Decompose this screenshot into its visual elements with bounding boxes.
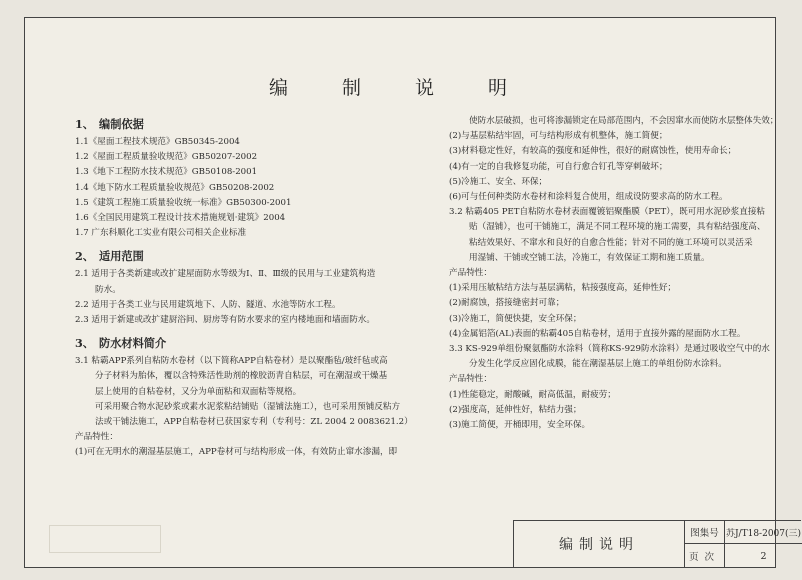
feature-label: 产品特性：	[75, 432, 118, 443]
section-1-number: 1、	[75, 117, 94, 131]
left-column	[75, 114, 415, 461]
feature-line: (1)采用压敏粘结方法与基层满粘，粘接强度高，延伸性好；	[449, 283, 677, 294]
feature-line: (1)可在无明水的潮湿基层施工，APP卷材可与结构形成一体，有效防止窜水渗漏，即	[75, 447, 398, 458]
section-2-title: 适用范围	[99, 249, 144, 264]
feature-line: (6)可与任何种类防水卷材和涂料复合使用，组成设防要求高的防水工程。	[449, 192, 728, 203]
material-line: 分子材料为胎体，覆以含特殊活性助剂的橡胶沥青自粘层，可在潮湿或干燥基	[95, 371, 388, 382]
ref-line: 1.2《屋面工程质量验收规范》GB50207-2002	[75, 152, 258, 163]
material-line: 3.2 粘霸405 PET自粘防水卷材表面覆镀铝聚酯膜（PET），既可用水泥砂浆直接粘	[449, 207, 766, 218]
material-line: 用湿铺、干铺或空铺工法，冷施工，有效保证工期和施工质量。	[469, 252, 710, 263]
page-title: 编 制 说 明	[268, 77, 532, 99]
feature-line: 使防水层破损，也可将渗漏锁定在局部范围内，不会因窜水而使防水层整体失效；	[469, 116, 779, 126]
material-line: 3.3 KS-929单组份聚氨酯防水涂料（简称KS-929防水涂料）是通过吸收空气中的水	[449, 344, 770, 355]
feature-line: (3)冷施工，简便快捷，安全环保；	[449, 313, 582, 324]
section-1-heading	[75, 115, 415, 133]
feature-line: (3)材料稳定性好，有较高的强度和延伸性，很好的耐腐蚀性，使用寿命长；	[449, 146, 737, 157]
scope-line: 2.2 适用于各类工业与民用建筑地下、人防、隧道、水池等防水工程。	[75, 299, 341, 310]
material-line: 可采用聚合物水泥砂浆或素水泥浆粘结铺贴（湿铺法施工），也可采用预铺反粘方	[95, 401, 401, 412]
scope-line: 2.1 适用于各类新建或改扩建屋面防水等级为Ⅰ、Ⅱ、Ⅲ级的民用与工业建筑构造	[75, 269, 376, 280]
page-number-value: 2	[760, 550, 767, 562]
feature-line: (2)与基层粘结牢固，可与结构形成有机整体，施工简便；	[449, 131, 668, 142]
section-2-heading	[75, 247, 415, 265]
page-number-label: 页次	[685, 544, 725, 568]
feature-line: (2)强度高，延伸性好，粘结力强；	[449, 404, 582, 415]
section-3-heading	[75, 334, 415, 352]
feature-line: (4)金属铝箔(AL)表面的粘霸405自粘卷材，适用于直接外露的屋面防水工程。	[449, 328, 746, 339]
feature-line: (2)耐腐蚀，搭接缝密封可靠；	[449, 298, 565, 309]
feature-label: 产品特性：	[449, 374, 492, 385]
feature-line: (1)性能稳定，耐酸碱，耐高低温，耐疲劳；	[449, 389, 616, 400]
section-3-number: 3、	[75, 336, 94, 351]
material-line: 分发生化学反应固化成膜，能在潮湿基层上施工的单组份防水涂料。	[469, 359, 727, 370]
atlas-number-label: 图集号	[685, 521, 725, 544]
ref-line: 1.4《地下防水工程质量验收规范》GB50208-2002	[75, 182, 275, 193]
feature-line: (5)冷施工、安全、环保；	[449, 176, 548, 187]
material-line: 粘结效果好、不窜水和良好的自愈合性能；针对不同的施工环境可以灵活采	[469, 237, 753, 248]
section-3-title: 防水材料简介	[99, 336, 167, 351]
feature-label: 产品特性：	[449, 268, 492, 279]
drawing-sheet	[24, 17, 802, 568]
material-line: 3.1 粘霸APP系列自粘防水卷材（以下简称APP自粘卷材）是以聚酯毡/玻纤毡或高	[75, 356, 388, 367]
scope-line: 2.3 适用于新建或改扩建厨浴间、厨房等有防水要求的室内楼地面和墙面防水。	[75, 315, 375, 326]
right-column	[449, 114, 789, 433]
material-line: 法或干铺法施工，APP自粘卷材已获国家专利（专利号：ZL 2004 2 0083621.2）	[95, 417, 413, 428]
section-2-number: 2、	[75, 249, 94, 264]
faded-stamp	[49, 525, 161, 553]
ref-line: 1.3《地下工程防水技术规范》GB50108-2001	[75, 167, 258, 178]
ref-line: 1.1《屋面工程技术规范》GB50345-2004	[75, 137, 240, 147]
title-block-name: 编制说明	[514, 521, 685, 567]
material-line: 贴（湿铺），也可干铺施工，满足不同工程环境的施工需要，具有粘结强度高、	[469, 222, 766, 233]
material-line: 层上使用的自粘卷材，又分为单面粘和双面粘等规格。	[95, 386, 302, 397]
section-1-title: 编制依据	[99, 117, 144, 131]
ref-line: 1.7 广东科顺化工实业有限公司相关企业标准	[75, 228, 247, 239]
title-block	[513, 520, 801, 567]
ref-line: 1.5《建筑工程施工质量验收统一标准》GB50300-2001	[75, 197, 292, 208]
feature-line: (4)有一定的自我修复功能，可自行愈合钉孔等穿刺破坏；	[449, 161, 668, 172]
scope-line: 防水。	[95, 284, 121, 295]
feature-line: (3)施工简便，开桶即用，安全环保。	[449, 420, 591, 431]
ref-line: 1.6《全国民用建筑工程设计技术措施规划·建筑》2004	[75, 213, 286, 224]
atlas-number-value: 苏J/T18-2007(三)	[725, 521, 802, 544]
